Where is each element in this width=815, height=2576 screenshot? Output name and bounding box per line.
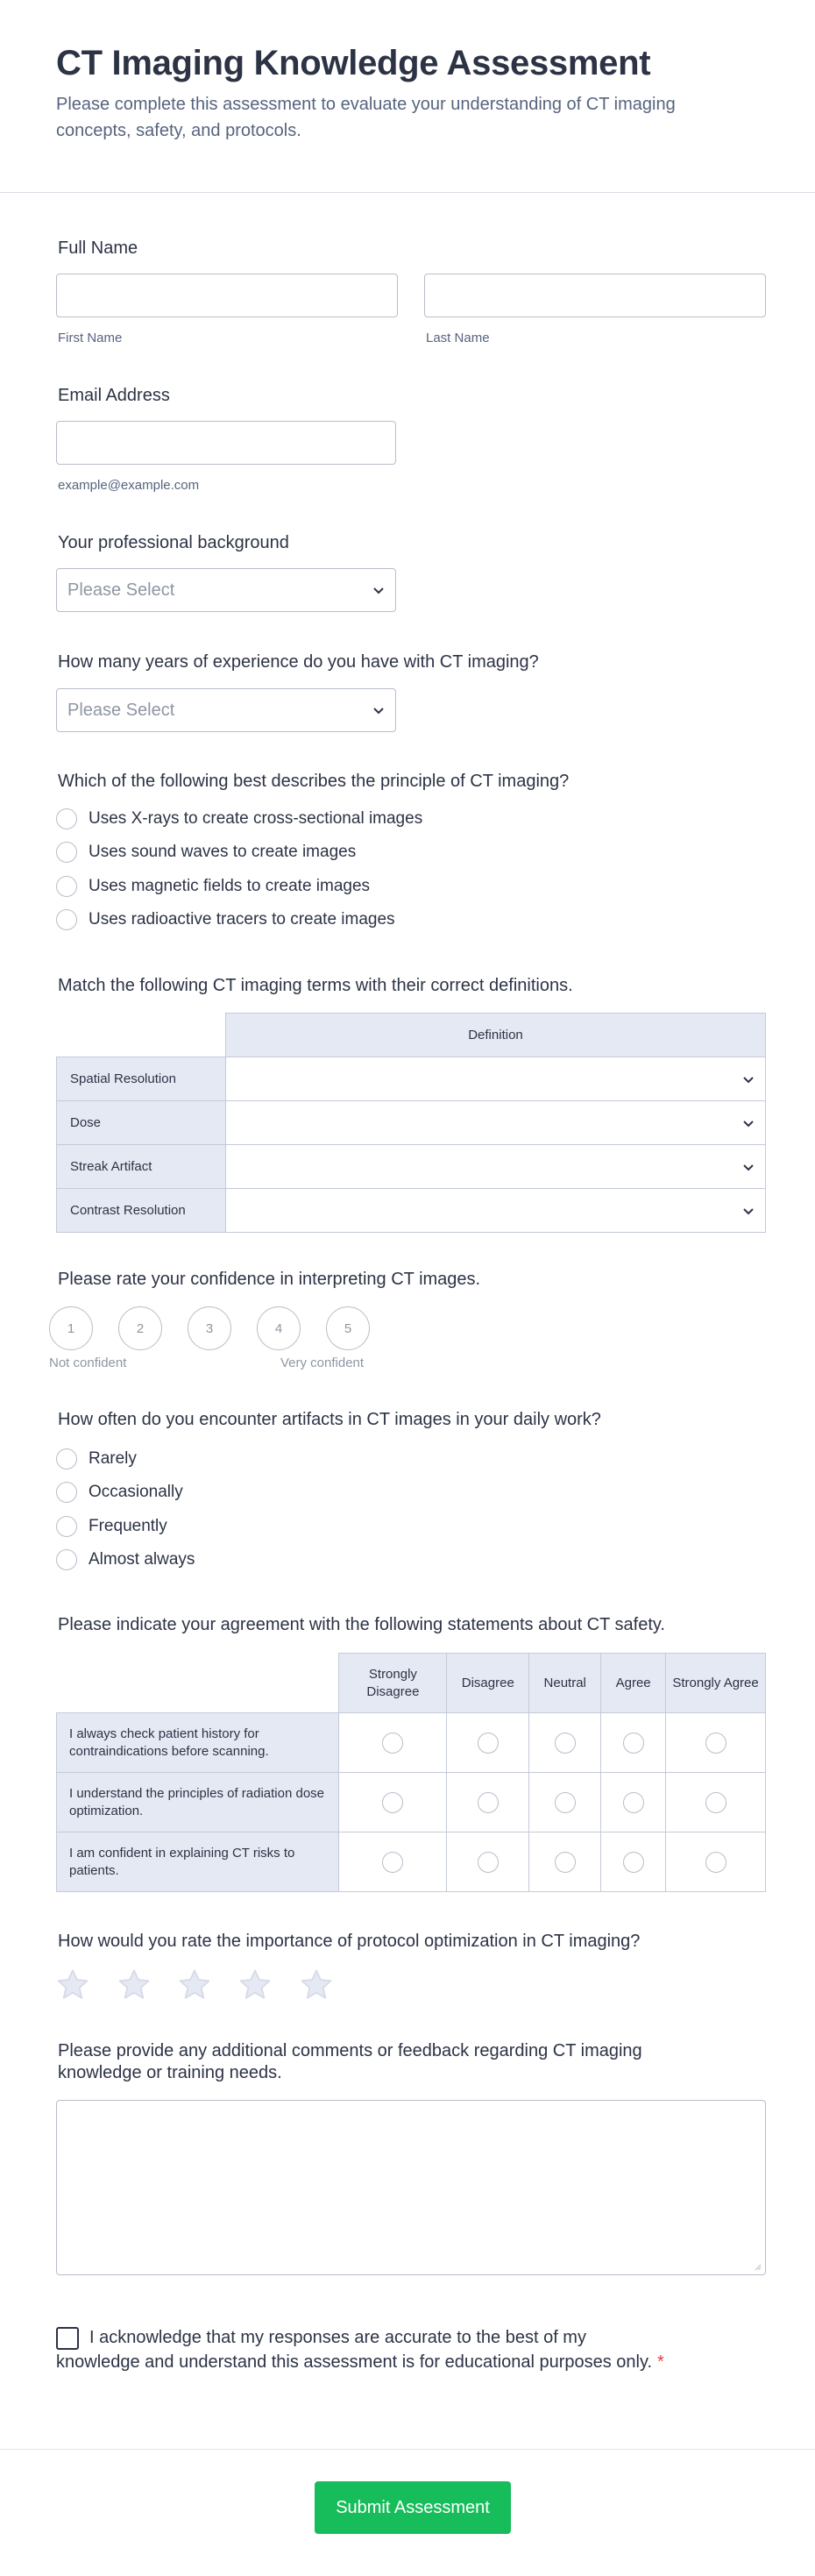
last-name-input[interactable] bbox=[424, 274, 766, 317]
artifacts-option-label: Occasionally bbox=[89, 1483, 183, 1501]
artifacts-option[interactable] bbox=[56, 1548, 195, 1572]
scale-option-1[interactable]: 1 bbox=[49, 1306, 93, 1350]
radio-button[interactable] bbox=[623, 1792, 644, 1813]
radio-button[interactable] bbox=[478, 1792, 499, 1813]
chevron-down-icon bbox=[742, 1073, 755, 1085]
radio-button[interactable] bbox=[705, 1733, 726, 1754]
email-label: Email Address bbox=[58, 386, 170, 405]
radio-button[interactable] bbox=[382, 1792, 403, 1813]
principle-option-label: Uses radioactive tracers to create images bbox=[89, 910, 395, 929]
definition-dropdown[interactable] bbox=[226, 1101, 766, 1145]
scale-option-4[interactable]: 4 bbox=[257, 1306, 301, 1350]
agreement-column-header: Strongly Agree bbox=[666, 1654, 766, 1713]
principle-option-label: Uses sound waves to create images bbox=[89, 843, 357, 861]
principle-option[interactable] bbox=[56, 907, 395, 932]
artifacts-option[interactable] bbox=[56, 1447, 137, 1471]
chevron-down-icon bbox=[372, 704, 385, 716]
chevron-down-icon bbox=[742, 1161, 755, 1173]
agreement-column-header: Neutral bbox=[529, 1654, 601, 1713]
matching-row-label: Spatial Resolution bbox=[57, 1057, 226, 1101]
principle-label: Which of the following best describes the principle of CT imaging? bbox=[58, 772, 570, 791]
table-row bbox=[57, 1713, 766, 1773]
agreement-column-header: Strongly Disagree bbox=[339, 1654, 447, 1713]
table-corner bbox=[57, 1014, 226, 1057]
resize-handle-icon[interactable] bbox=[753, 2262, 762, 2271]
radio-button[interactable] bbox=[382, 1852, 403, 1873]
agreement-label: Please indicate your agreement with the following statements about CT safety. bbox=[58, 1615, 665, 1634]
radio-button[interactable] bbox=[382, 1733, 403, 1754]
form-title: CT Imaging Knowledge Assessment bbox=[56, 44, 651, 82]
scale-option-3[interactable]: 3 bbox=[188, 1306, 231, 1350]
principle-option-label: Uses magnetic fields to create images bbox=[89, 877, 371, 895]
principle-option[interactable] bbox=[56, 807, 422, 831]
artifacts-option-label: Almost always bbox=[89, 1550, 195, 1569]
email-input[interactable] bbox=[56, 421, 396, 465]
submit-button[interactable]: Submit Assessment bbox=[315, 2481, 511, 2534]
radio-button[interactable] bbox=[705, 1852, 726, 1873]
matching-label: Match the following CT imaging terms with their correct definitions. bbox=[58, 976, 573, 995]
radio-button[interactable] bbox=[705, 1792, 726, 1813]
principle-option-label: Uses X-rays to create cross-sectional images bbox=[89, 809, 423, 828]
matching-row-label: Streak Artifact bbox=[57, 1145, 226, 1189]
first-name-sublabel: First Name bbox=[58, 331, 123, 345]
scale-option-5[interactable]: 5 bbox=[326, 1306, 370, 1350]
radio-button[interactable] bbox=[623, 1852, 644, 1873]
table-row bbox=[57, 1832, 766, 1892]
chevron-down-icon bbox=[742, 1205, 755, 1217]
table-row bbox=[57, 1101, 766, 1145]
form-description: Please complete this assessment to evaluate your understanding of CT imaging concepts, safety, and protocols. bbox=[56, 95, 676, 140]
radio-button[interactable] bbox=[56, 842, 77, 863]
email-sublabel: example@example.com bbox=[58, 478, 200, 493]
definition-dropdown[interactable] bbox=[226, 1189, 766, 1233]
background-placeholder: Please Select bbox=[67, 580, 175, 600]
artifacts-label: How often do you encounter artifacts in CT images in your daily work? bbox=[58, 1410, 601, 1429]
star-icon[interactable] bbox=[54, 1967, 91, 2003]
agreement-statement: I always check patient history for contraindications before scanning. bbox=[57, 1713, 339, 1773]
background-select[interactable] bbox=[56, 568, 396, 612]
agreement-column-header: Disagree bbox=[447, 1654, 529, 1713]
artifacts-option[interactable] bbox=[56, 1480, 183, 1505]
definition-dropdown[interactable] bbox=[226, 1057, 766, 1101]
radio-button[interactable] bbox=[478, 1733, 499, 1754]
matching-column-header: Definition bbox=[226, 1014, 766, 1057]
agreement-statement: I understand the principles of radiation dose optimization. bbox=[57, 1773, 339, 1832]
star-icon[interactable] bbox=[116, 1967, 152, 2003]
table-row bbox=[57, 1145, 766, 1189]
star-icon[interactable] bbox=[237, 1967, 273, 2003]
table-corner bbox=[57, 1654, 339, 1713]
matching-row-label: Contrast Resolution bbox=[57, 1189, 226, 1233]
matching-table bbox=[56, 1013, 766, 1233]
star-icon[interactable] bbox=[298, 1967, 335, 2003]
star-icon[interactable] bbox=[176, 1967, 213, 2003]
principle-option[interactable] bbox=[56, 840, 356, 865]
artifacts-option[interactable] bbox=[56, 1514, 167, 1539]
acknowledge-text: I acknowledge that my responses are accurate to the best of my knowledge and understand this assessment is for educational purposes only. bbox=[56, 2328, 653, 2372]
radio-button[interactable] bbox=[56, 876, 77, 897]
scale-high-label: Very confident bbox=[280, 1356, 365, 1370]
radio-button[interactable] bbox=[555, 1792, 576, 1813]
scale-low-label: Not confident bbox=[49, 1356, 127, 1370]
first-name-input[interactable] bbox=[56, 274, 398, 317]
experience-select[interactable] bbox=[56, 688, 396, 732]
background-label: Your professional background bbox=[58, 533, 289, 552]
form-header bbox=[0, 0, 815, 193]
required-mark: * bbox=[657, 2352, 664, 2372]
radio-button[interactable] bbox=[555, 1733, 576, 1754]
chevron-down-icon bbox=[372, 584, 385, 596]
artifacts-option-label: Frequently bbox=[89, 1517, 167, 1535]
agreement-statement: I am confident in explaining CT risks to patients. bbox=[57, 1832, 339, 1892]
full-name-label: Full Name bbox=[58, 238, 138, 258]
scale-option-2[interactable]: 2 bbox=[118, 1306, 162, 1350]
radio-button[interactable] bbox=[56, 808, 77, 829]
radio-button[interactable] bbox=[56, 909, 77, 930]
radio-button[interactable] bbox=[56, 1482, 77, 1503]
table-row bbox=[57, 1189, 766, 1233]
chevron-down-icon bbox=[742, 1117, 755, 1129]
radio-button[interactable] bbox=[56, 1549, 77, 1570]
comments-label: Please provide any additional comments or feedback regarding CT imaging knowledge or training needs. bbox=[58, 2041, 642, 2082]
radio-button[interactable] bbox=[623, 1733, 644, 1754]
radio-button[interactable] bbox=[56, 1516, 77, 1537]
agreement-column-header: Agree bbox=[601, 1654, 666, 1713]
matching-row-label: Dose bbox=[57, 1101, 226, 1145]
principle-option[interactable] bbox=[56, 874, 370, 899]
radio-button[interactable] bbox=[478, 1852, 499, 1873]
confidence-label: Please rate your confidence in interpreting CT images. bbox=[58, 1270, 481, 1289]
experience-placeholder: Please Select bbox=[67, 701, 175, 720]
radio-button[interactable] bbox=[56, 1448, 77, 1469]
comments-textarea[interactable] bbox=[56, 2100, 766, 2275]
acknowledge-label bbox=[56, 2325, 670, 2374]
radio-button[interactable] bbox=[555, 1852, 576, 1873]
agreement-table bbox=[56, 1653, 766, 1892]
table-row bbox=[57, 1773, 766, 1832]
table-row bbox=[57, 1057, 766, 1101]
experience-label: How many years of experience do you have with CT imaging? bbox=[58, 652, 539, 672]
definition-dropdown[interactable] bbox=[226, 1145, 766, 1189]
importance-label: How would you rate the importance of protocol optimization in CT imaging? bbox=[58, 1932, 641, 1951]
artifacts-option-label: Rarely bbox=[89, 1449, 137, 1468]
last-name-sublabel: Last Name bbox=[426, 331, 490, 345]
